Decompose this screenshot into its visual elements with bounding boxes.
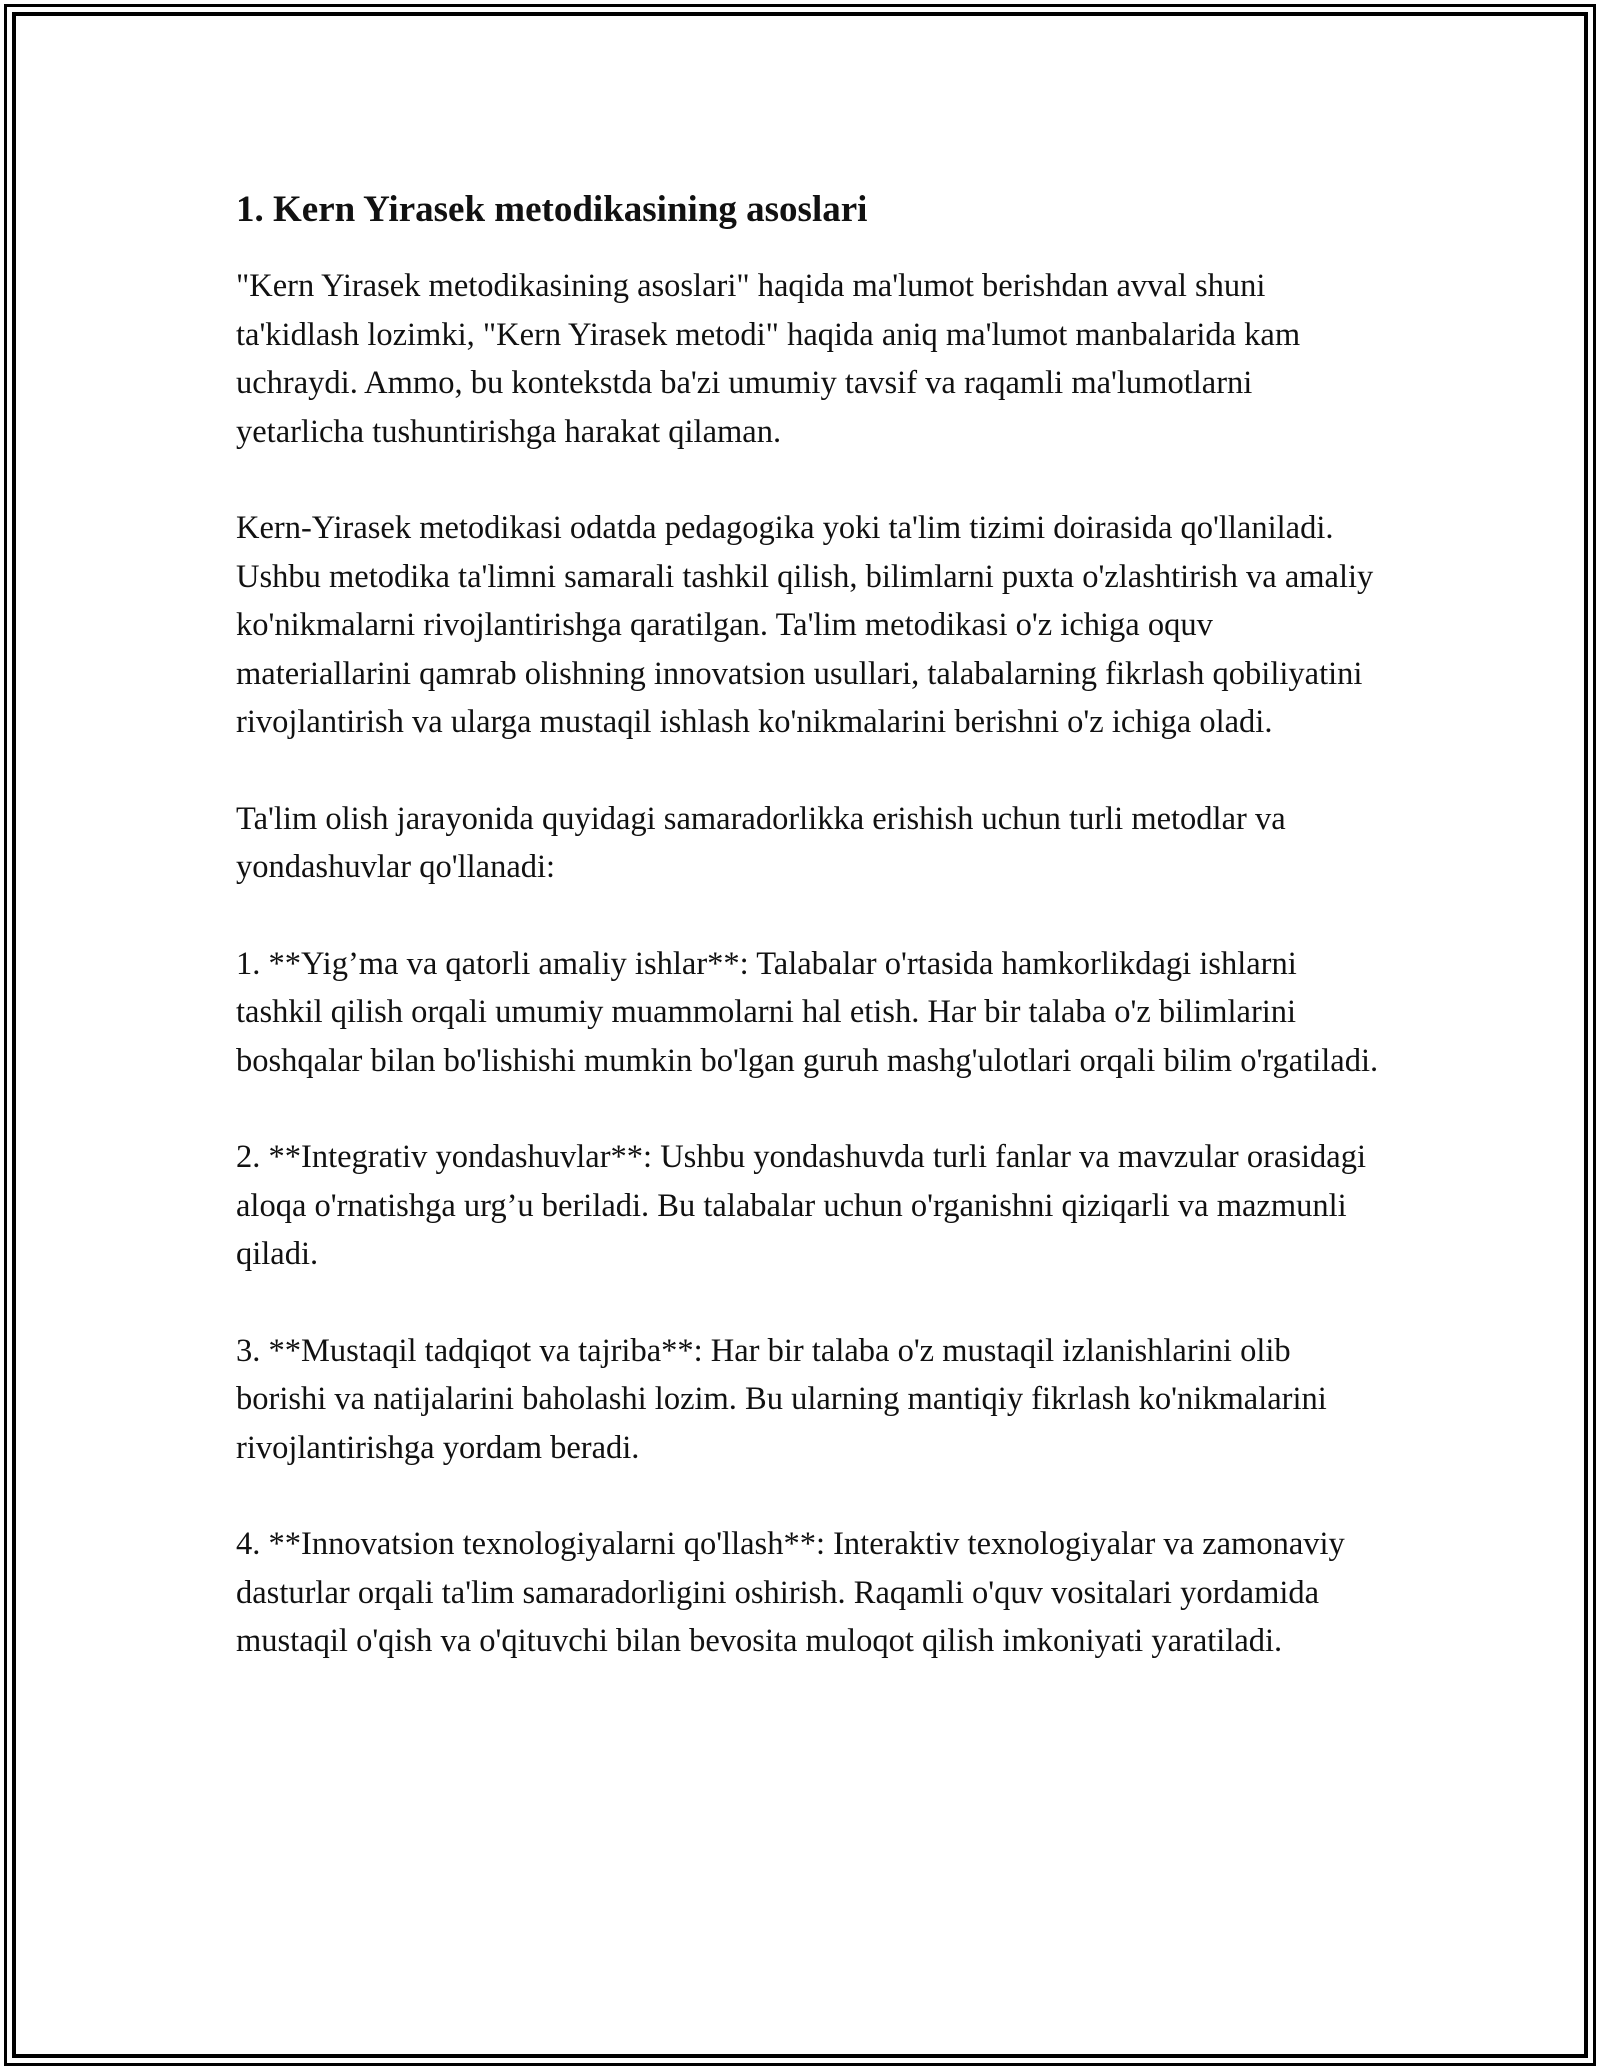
list-item-3: 3. **Mustaqil tadqiqot va tajriba**: Har bir talaba o'z mustaqil izlanishlarini olib borishi va natijalarini baholashi lozim. Bu ularning mantiqiy fikrlash ko'nikmalarini rivojlantirishga yordam beradi. xyxy=(236,1332,1327,1466)
list-item-2: 2. **Integrativ yondashuvlar**: Ushbu yondashuvda turli fanlar va mavzular orasidagi aloqa o'rnatishga urg’u beriladi. Bu talabalar uchun o'rganishni qiziqarli va mazmunli qiladi. xyxy=(236,1139,1366,1273)
paragraph-intro: "Kern Yirasek metodikasining asoslari" haqida ma'lumot berishdan avval shuni ta'kidlash lozimki, "Kern Yirasek metodi" haqida aniq ma'lumot manbalarida kam uchraydi. Ammo, bu kontekstda ba'zi umumiy tavsif va raqamli ma'lumotlarni yetarlicha tushuntirishga harakat qilaman. xyxy=(236,268,1301,450)
paragraph-methods-intro: Ta'lim olish jarayonida quyidagi samaradorlikka erishish uchun turli metodlar va yondashuvlar qo'llanadi: xyxy=(236,800,1286,886)
list-item-4: 4. **Innovatsion texnologiyalarni qo'llash**: Interaktiv texnologiyalar va zamonaviy dasturlar orqali ta'lim samaradorligini oshirish. Raqamli o'quv vositalari yordamida mustaqil o'qish va o'qituvchi bilan bevosita muloqot qilish imkoniyati yaratiladi. xyxy=(236,1526,1345,1660)
section-title: 1. Kern Yirasek metodikasining asoslari xyxy=(236,189,868,230)
document-body xyxy=(236,186,1386,1666)
paragraph-description: Kern-Yirasek metodikasi odatda pedagogika yoki ta'lim tizimi doirasida qo'llaniladi. Ushbu metodika ta'limni samarali tashkil qilish, bilimlarni puxta o'zlashtirish va amaliy ko'nikmalarni rivojlantirishga qaratilgan. Ta'lim metodikasi o'z ichiga oquv materiallarini qamrab olishning innovatsion usullari, talabalarning fikrlash qobiliyatini rivojlantirish va ularga mustaqil ishlash ko'nikmalarini berishni o'z ichiga oladi. xyxy=(236,510,1374,741)
list-item-1: 1. **Yig’ma va qatorli amaliy ishlar**: Talabalar o'rtasida hamkorlikdagi ishlarni tashkil qilish orqali umumiy muammolarni hal etish. Har bir talaba o'z bilimlarini boshqalar bilan bo'lishishi mumkin bo'lgan guruh mashg'ulotlari orqali bilim o'rgatiladi. xyxy=(236,945,1379,1079)
